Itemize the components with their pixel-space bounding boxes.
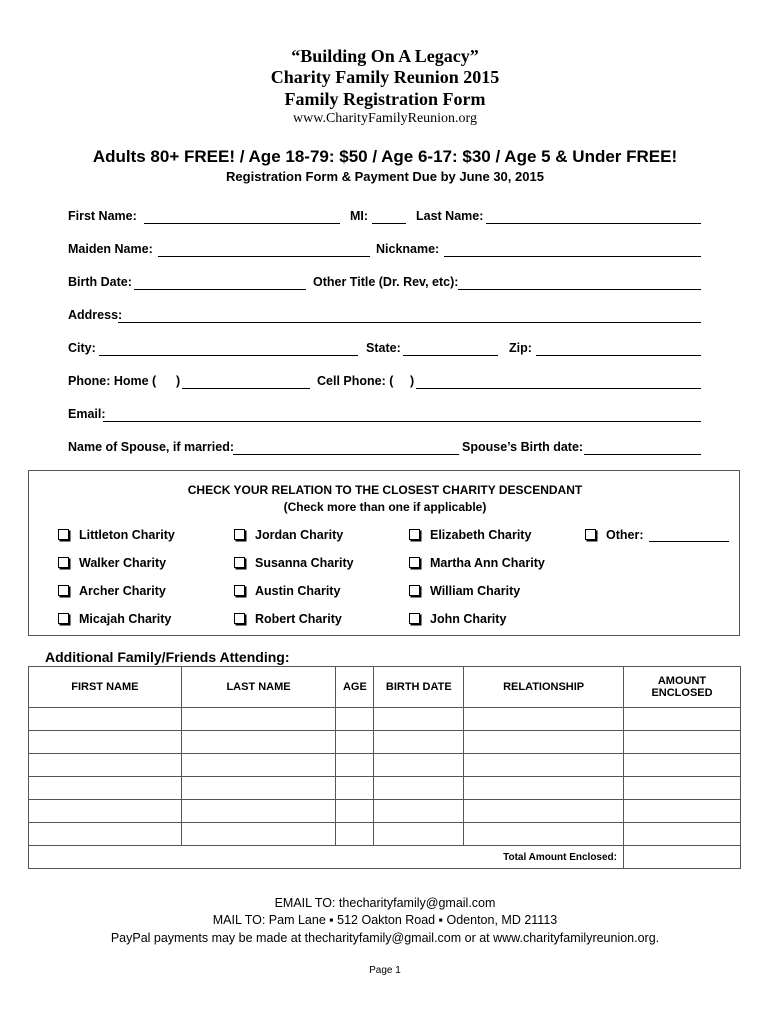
attendees-header-row bbox=[29, 667, 741, 708]
mi-field[interactable] bbox=[372, 223, 406, 224]
nickname-label: Nickname: bbox=[376, 242, 440, 256]
table-row[interactable] bbox=[29, 800, 741, 823]
checkbox-john[interactable]: John Charity bbox=[409, 612, 506, 626]
checkbox-jordan[interactable]: Jordan Charity bbox=[234, 528, 343, 542]
checkbox-susanna[interactable]: Susanna Charity bbox=[234, 556, 354, 570]
city-field[interactable] bbox=[99, 355, 358, 356]
total-row bbox=[29, 846, 741, 869]
other-relation-field[interactable] bbox=[649, 541, 729, 542]
checkbox-littleton[interactable]: Littleton Charity bbox=[58, 528, 175, 542]
col-relationship: RELATIONSHIP bbox=[464, 667, 624, 708]
checkbox-robert[interactable]: Robert Charity bbox=[234, 612, 342, 626]
checkbox-martha-ann[interactable]: Martha Ann Charity bbox=[409, 556, 545, 570]
checkbox-icon[interactable] bbox=[409, 613, 420, 624]
phone-home-field[interactable] bbox=[182, 388, 310, 389]
checkbox-walker[interactable]: Walker Charity bbox=[58, 556, 166, 570]
col-age: AGE bbox=[336, 667, 374, 708]
spouse-birth-label: Spouse’s Birth date: bbox=[462, 440, 584, 454]
additional-attendees-title: Additional Family/Friends Attending: bbox=[45, 649, 290, 665]
col-first-name: FIRST NAME bbox=[29, 667, 182, 708]
maiden-name-field[interactable] bbox=[158, 256, 370, 257]
maiden-name-label: Maiden Name: bbox=[68, 242, 153, 256]
col-amount-enclosed: AMOUNT ENCLOSED bbox=[624, 667, 741, 708]
cell-phone-field[interactable] bbox=[416, 388, 701, 389]
table-row[interactable] bbox=[29, 754, 741, 777]
relation-heading: CHECK YOUR RELATION TO THE CLOSEST CHARITY DESCENDANT bbox=[187, 483, 583, 497]
email-label: Email: bbox=[68, 407, 106, 421]
nickname-field[interactable] bbox=[444, 256, 701, 257]
col-birth-date: BIRTH DATE bbox=[374, 667, 464, 708]
checkbox-icon[interactable] bbox=[58, 613, 69, 624]
checkbox-icon[interactable] bbox=[58, 557, 69, 568]
other-title-field[interactable] bbox=[458, 289, 701, 290]
cell-phone-label: Cell Phone: ( bbox=[317, 374, 394, 388]
email-field[interactable] bbox=[103, 421, 701, 422]
mi-label: MI: bbox=[350, 209, 369, 223]
other-title-label: Other Title (Dr. Rev, etc): bbox=[313, 275, 459, 289]
address-label: Address: bbox=[68, 308, 123, 322]
footer-email: EMAIL TO: thecharityfamily@gmail.com bbox=[274, 896, 496, 910]
phone-home-label: Phone: Home ( bbox=[68, 374, 157, 388]
relation-subheading: (Check more than one if applicable) bbox=[283, 500, 487, 514]
checkbox-icon[interactable] bbox=[409, 529, 420, 540]
pricing-line: Adults 80+ FREE! / Age 18-79: $50 / Age 6-17: $30 / Age 5 & Under FREE! bbox=[92, 147, 678, 166]
header-line-1: “Building On A Legacy” bbox=[291, 46, 479, 66]
attendees-table bbox=[28, 666, 741, 869]
phone-home-close: ) bbox=[176, 374, 181, 388]
birth-date-label: Birth Date: bbox=[68, 275, 132, 289]
checkbox-icon[interactable] bbox=[58, 529, 69, 540]
header-line-2: Charity Family Reunion 2015 bbox=[270, 67, 500, 87]
relation-box bbox=[28, 470, 740, 636]
footer-mail: MAIL TO: Pam Lane ▪ 512 Oakton Road ▪ Odenton, MD 21113 bbox=[212, 913, 558, 927]
total-amount-label: Total Amount Enclosed: bbox=[29, 846, 624, 869]
zip-label: Zip: bbox=[509, 341, 532, 355]
table-row[interactable] bbox=[29, 708, 741, 731]
state-label: State: bbox=[366, 341, 401, 355]
cell-phone-close: ) bbox=[410, 374, 415, 388]
header-line-3: Family Registration Form bbox=[284, 89, 486, 109]
total-amount-field[interactable] bbox=[624, 846, 741, 869]
checkbox-icon[interactable] bbox=[234, 557, 245, 568]
last-name-label: Last Name: bbox=[416, 209, 484, 223]
zip-field[interactable] bbox=[536, 355, 701, 356]
checkbox-micajah[interactable]: Micajah Charity bbox=[58, 612, 171, 626]
address-field[interactable] bbox=[118, 322, 701, 323]
col-last-name: LAST NAME bbox=[181, 667, 336, 708]
checkbox-icon[interactable] bbox=[585, 529, 596, 540]
checkbox-icon[interactable] bbox=[58, 585, 69, 596]
first-name-field[interactable] bbox=[144, 223, 340, 224]
checkbox-william[interactable]: William Charity bbox=[409, 584, 520, 598]
first-name-label: First Name: bbox=[68, 209, 137, 223]
header-url: www.CharityFamilyReunion.org bbox=[293, 111, 477, 126]
city-label: City: bbox=[68, 341, 96, 355]
checkbox-icon[interactable] bbox=[234, 529, 245, 540]
checkbox-elizabeth[interactable]: Elizabeth Charity bbox=[409, 528, 531, 542]
checkbox-archer[interactable]: Archer Charity bbox=[58, 584, 166, 598]
spouse-name-label: Name of Spouse, if married: bbox=[68, 440, 235, 454]
spouse-name-field[interactable] bbox=[233, 454, 459, 455]
table-row[interactable] bbox=[29, 777, 741, 800]
last-name-field[interactable] bbox=[486, 223, 701, 224]
table-row[interactable] bbox=[29, 731, 741, 754]
checkbox-austin[interactable]: Austin Charity bbox=[234, 584, 340, 598]
checkbox-icon[interactable] bbox=[409, 585, 420, 596]
spouse-birth-field[interactable] bbox=[584, 454, 701, 455]
due-date-line: Registration Form & Payment Due by June 30, 2015 bbox=[226, 169, 544, 184]
state-field[interactable] bbox=[403, 355, 498, 356]
page-number: Page 1 bbox=[369, 965, 401, 976]
birth-date-field[interactable] bbox=[134, 289, 306, 290]
footer-paypal: PayPal payments may be made at thecharityfamily@gmail.com or at www.charityfamilyreunion.org. bbox=[110, 931, 660, 945]
checkbox-other[interactable]: Other: bbox=[585, 528, 644, 542]
table-row[interactable] bbox=[29, 823, 741, 846]
checkbox-icon[interactable] bbox=[234, 585, 245, 596]
checkbox-icon[interactable] bbox=[234, 613, 245, 624]
checkbox-icon[interactable] bbox=[409, 557, 420, 568]
